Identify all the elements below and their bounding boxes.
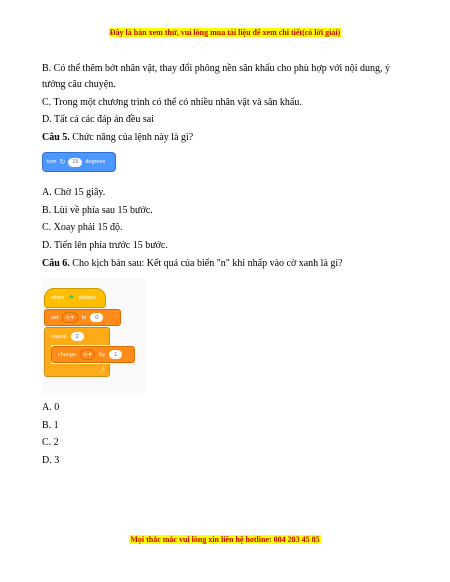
repeat-value: 2 <box>71 332 84 341</box>
clicked-label: clicked <box>78 295 96 301</box>
when-flag-clicked-block <box>44 288 106 308</box>
set-variable-block <box>44 309 121 326</box>
repeat-block <box>44 327 110 345</box>
q5-option-a: A. Chờ 15 giây. <box>42 187 106 198</box>
hotline-banner <box>0 535 450 544</box>
degrees-label: degrees <box>85 159 106 165</box>
degrees-value: 15 <box>68 158 82 167</box>
preview-notice-banner <box>0 28 450 37</box>
repeat-arm <box>44 344 51 365</box>
q5-option-d: D. Tiến lên phía trước 15 bước. <box>42 240 168 251</box>
variable-dropdown: n ▾ <box>62 312 77 323</box>
when-label: when <box>51 295 65 301</box>
rotate-right-icon: ↻ <box>59 158 66 166</box>
change-variable-dropdown: n ▾ <box>80 349 95 360</box>
question-6-text: Cho kịch bản sau: Kết quả của biến "n" khi nhấp vào cờ xanh là gì? <box>69 258 343 269</box>
question-6-label: Câu 6. <box>42 258 70 269</box>
by-label: by <box>99 351 106 358</box>
q6-option-d: D. 3 <box>42 455 60 466</box>
scratch-script-image <box>42 278 145 393</box>
preview-notice-text: Đây là bản xem thử, vui lòng mua tài liệu để xem chi tiết(có lời giải) <box>109 28 341 37</box>
turn-right-block <box>42 152 116 172</box>
q5-option-c: C. Xoay phải 15 độ. <box>42 222 123 233</box>
option-c: C. Trong một chương trình có thể có nhiều nhân vật và sân khấu. <box>42 97 302 108</box>
repeat-block-bottom <box>44 364 110 377</box>
q6-option-a: A. 0 <box>42 402 60 413</box>
question-5-label: Câu 5. <box>42 132 70 143</box>
green-flag-icon: ⚑ <box>68 295 75 302</box>
question-5-text: Chức năng của lệnh này là gì? <box>69 132 194 143</box>
set-label: set <box>51 314 59 321</box>
set-value: 0 <box>90 313 103 322</box>
change-variable-block <box>51 346 135 363</box>
question-6 <box>42 257 410 271</box>
repeat-label: repeat <box>51 333 67 340</box>
question-5 <box>42 131 410 145</box>
option-b-line1: B. Có thể thêm bớt nhân vật, thay đổi phông nền sân khấu cho phù hợp với nội dung, ý <box>42 63 391 74</box>
q5-option-b: B. Lùi về phía sau 15 bước. <box>42 205 153 216</box>
change-value: 1 <box>109 350 122 359</box>
change-label: change <box>58 351 77 358</box>
option-b-line2: tưởng câu chuyện. <box>42 79 116 90</box>
option-d: D. Tất cả các đáp án đều sai <box>42 114 154 125</box>
q6-option-c: C. 2 <box>42 437 59 448</box>
loop-arrow-icon: ⤴ <box>99 368 105 374</box>
q6-option-b: B. 1 <box>42 420 59 431</box>
to-label: to <box>81 314 87 321</box>
hotline-text: Mọi thắc mắc vui lòng xin liên hệ hotline: 084 283 45 85 <box>130 535 320 544</box>
turn-label: turn <box>47 159 57 165</box>
